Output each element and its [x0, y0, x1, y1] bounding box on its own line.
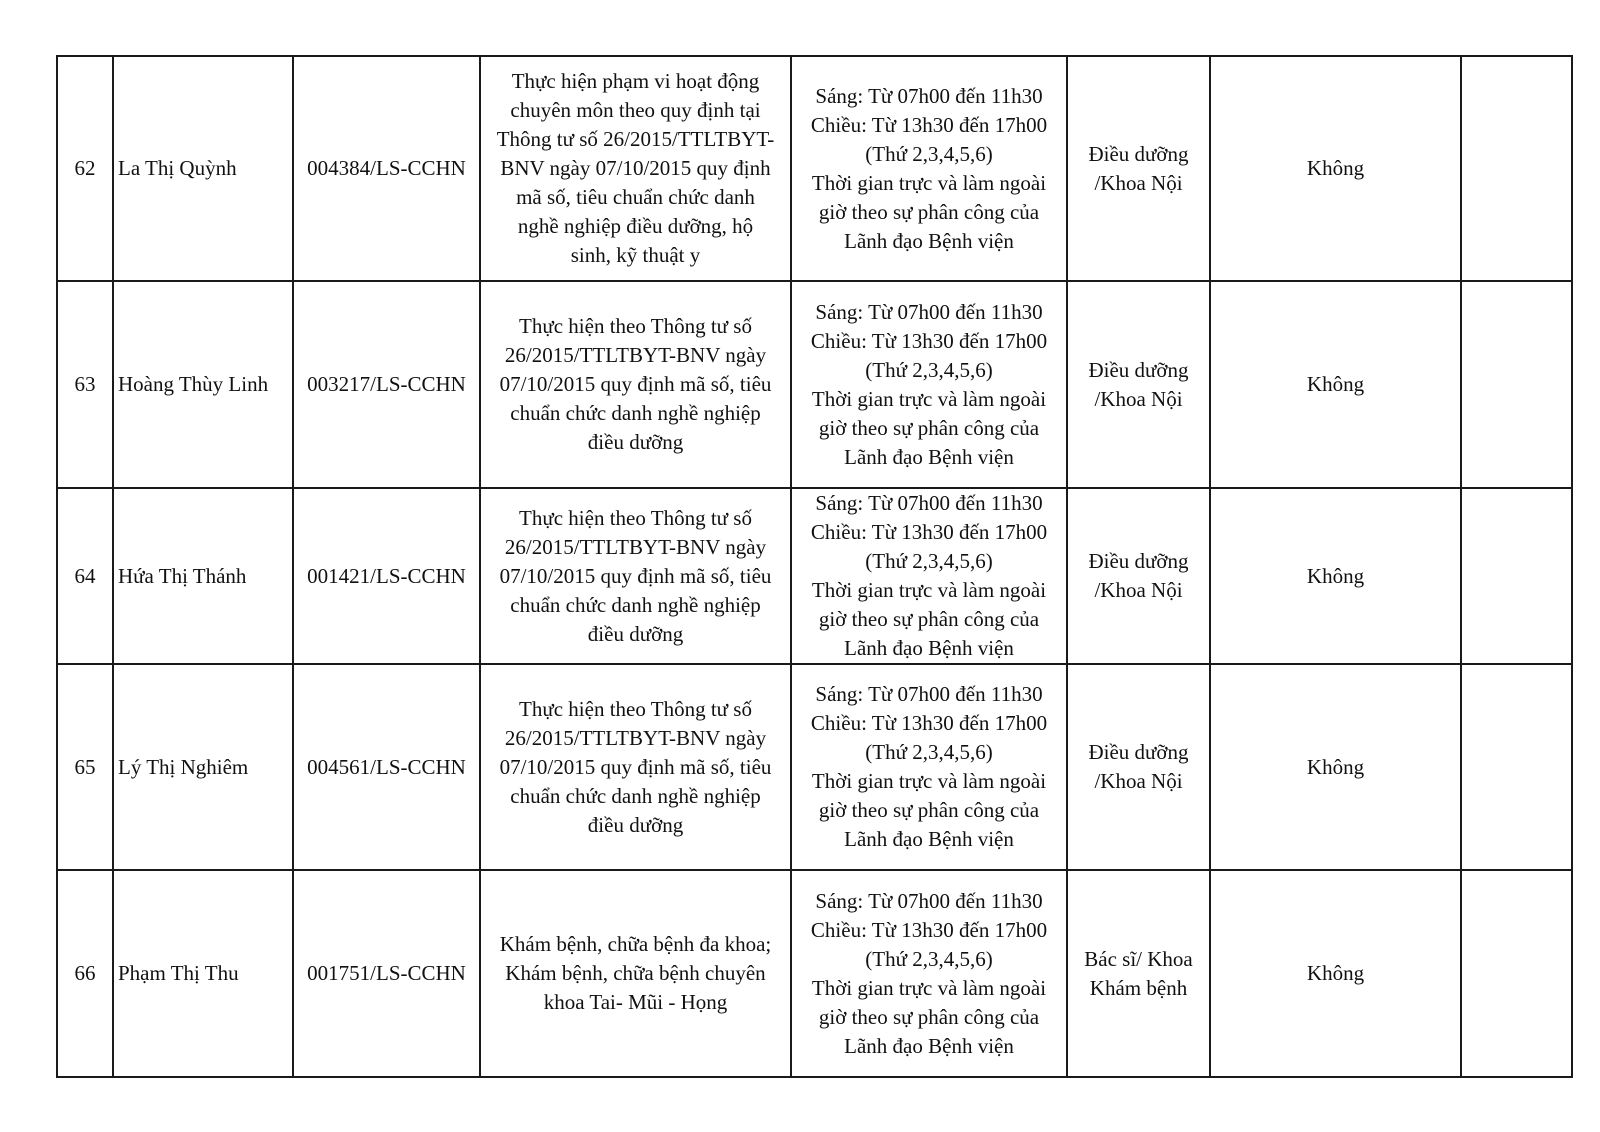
hours-line: Sáng: Từ 07h00 đến 11h30 — [815, 83, 1043, 108]
scope-line: 07/10/2015 quy định mã số, tiêu — [499, 372, 772, 396]
note-cell — [1461, 664, 1572, 870]
hours-line: giờ theo sự phân công của — [818, 1004, 1040, 1029]
certificate-cell: 003217/LS-CCHN — [293, 281, 480, 488]
note-cell — [1461, 870, 1572, 1077]
scope-line: điều dưỡng — [587, 621, 684, 646]
note-cell — [1461, 281, 1572, 488]
hours-line: Chiều: Từ 13h30 đến 17h00 — [810, 328, 1048, 353]
certificate-cell: 001421/LS-CCHN — [293, 488, 480, 664]
scope-line: 26/2015/TTLTBYT-BNV ngày — [504, 343, 767, 367]
scope-line: Thực hiện theo Thông tư số — [519, 314, 752, 338]
scope-line: 26/2015/TTLTBYT-BNV ngày — [504, 534, 767, 559]
hours-line: Thời gian trực và làm ngoài — [811, 975, 1047, 1000]
extra-cell: Không — [1210, 870, 1461, 1077]
hours-line: Chiều: Từ 13h30 đến 17h00 — [810, 112, 1048, 137]
hours-line: (Thứ 2,3,4,5,6) — [865, 141, 993, 166]
name-cell: La Thị Quỳnh — [113, 56, 293, 281]
scope-cell — [480, 281, 791, 488]
working-hours-cell — [791, 56, 1067, 281]
scope-line: Thực hiện phạm vi hoạt động — [511, 69, 760, 93]
name-cell: Phạm Thị Thu — [113, 870, 293, 1077]
hours-line: Sáng: Từ 07h00 đến 11h30 — [815, 491, 1043, 515]
working-hours-cell — [791, 281, 1067, 488]
position-line: /Khoa Nội — [1094, 578, 1183, 602]
hours-line: Chiều: Từ 13h30 đến 17h00 — [810, 520, 1048, 544]
stt-cell: 64 — [57, 488, 113, 664]
extra-cell: Không — [1210, 488, 1461, 664]
hours-line: Thời gian trực và làm ngoài — [811, 769, 1047, 793]
hours-line: (Thứ 2,3,4,5,6) — [865, 549, 993, 573]
scope-cell — [480, 488, 791, 664]
scope-cell — [480, 56, 791, 281]
hours-line: Sáng: Từ 07h00 đến 11h30 — [815, 888, 1043, 913]
scope-line: Thông tư số 26/2015/TTLTBYT- — [496, 127, 775, 151]
scope-line: 07/10/2015 quy định mã số, tiêu — [499, 563, 772, 588]
scope-line: Thực hiện theo Thông tư số — [519, 696, 752, 721]
hours-line: (Thứ 2,3,4,5,6) — [865, 946, 993, 971]
name-cell: Lý Thị Nghiêm — [113, 664, 293, 870]
position-cell — [1067, 870, 1210, 1077]
position-cell — [1067, 281, 1210, 488]
stt-cell: 62 — [57, 56, 113, 281]
scope-line: 26/2015/TTLTBYT-BNV ngày — [504, 725, 767, 750]
scope-line: chuẩn chức danh nghề nghiệp — [510, 592, 761, 617]
position-line: Khám bệnh — [1089, 975, 1188, 1000]
hours-line: Lãnh đạo Bệnh viện — [844, 827, 1014, 851]
scope-line: nghề nghiệp điều dưỡng, hộ — [517, 214, 754, 238]
table-row — [57, 664, 1572, 870]
scope-cell — [480, 870, 791, 1077]
scope-line: 07/10/2015 quy định mã số, tiêu — [499, 754, 772, 779]
extra-cell: Không — [1210, 281, 1461, 488]
table-row — [57, 281, 1572, 488]
hours-line: Lãnh đạo Bệnh viện — [844, 228, 1014, 253]
hours-line: giờ theo sự phân công của — [818, 199, 1040, 224]
table-row — [57, 56, 1572, 281]
position-line: Điều dưỡng — [1088, 141, 1189, 166]
scope-line: BNV ngày 07/10/2015 quy định — [500, 156, 771, 180]
hours-line: (Thứ 2,3,4,5,6) — [865, 357, 993, 382]
scope-line: chuẩn chức danh nghề nghiệp — [510, 783, 761, 808]
working-hours-cell — [791, 488, 1067, 664]
position-line: /Khoa Nội — [1094, 386, 1183, 411]
position-line: /Khoa Nội — [1094, 769, 1183, 793]
hours-line: giờ theo sự phân công của — [818, 607, 1040, 631]
scope-line: Khám bệnh, chữa bệnh chuyên — [505, 961, 766, 985]
hours-line: Thời gian trực và làm ngoài — [811, 386, 1047, 411]
hours-line: Chiều: Từ 13h30 đến 17h00 — [810, 917, 1048, 942]
extra-cell: Không — [1210, 664, 1461, 870]
certificate-cell: 004561/LS-CCHN — [293, 664, 480, 870]
position-line: /Khoa Nội — [1094, 170, 1183, 195]
hours-line: Chiều: Từ 13h30 đến 17h00 — [810, 711, 1048, 735]
name-cell: Hoàng Thùy Linh — [113, 281, 293, 488]
hours-line: Sáng: Từ 07h00 đến 11h30 — [815, 682, 1043, 706]
scope-cell — [480, 664, 791, 870]
hours-line: Sáng: Từ 07h00 đến 11h30 — [815, 299, 1043, 324]
hours-line: Thời gian trực và làm ngoài — [811, 578, 1047, 602]
certificate-cell: 001751/LS-CCHN — [293, 870, 480, 1077]
hours-line: (Thứ 2,3,4,5,6) — [865, 740, 993, 764]
stt-cell: 65 — [57, 664, 113, 870]
working-hours-cell — [791, 870, 1067, 1077]
position-line: Bác sĩ/ Khoa — [1084, 946, 1193, 971]
scope-line: mã số, tiêu chuẩn chức danh — [516, 185, 755, 209]
hours-line: Lãnh đạo Bệnh viện — [844, 444, 1014, 469]
hours-line: Lãnh đạo Bệnh viện — [844, 636, 1014, 660]
scope-line: điều dưỡng — [587, 430, 684, 454]
scope-line: Khám bệnh, chữa bệnh đa khoa; — [499, 932, 772, 956]
hours-line: giờ theo sự phân công của — [818, 798, 1040, 822]
hours-line: Thời gian trực và làm ngoài — [811, 170, 1047, 195]
table-row — [57, 870, 1572, 1077]
position-cell — [1067, 664, 1210, 870]
scope-line: Thực hiện theo Thông tư số — [519, 505, 752, 530]
scope-line: chuyên môn theo quy định tại — [510, 98, 761, 122]
position-cell — [1067, 56, 1210, 281]
position-line: Điều dưỡng — [1088, 357, 1189, 382]
scope-line: khoa Tai- Mũi - Họng — [543, 990, 728, 1014]
certificate-cell: 004384/LS-CCHN — [293, 56, 480, 281]
note-cell — [1461, 56, 1572, 281]
staff-table — [56, 55, 1573, 1078]
stt-cell: 66 — [57, 870, 113, 1077]
note-cell — [1461, 488, 1572, 664]
working-hours-cell — [791, 664, 1067, 870]
table-row — [57, 488, 1572, 664]
hours-line: Lãnh đạo Bệnh viện — [844, 1033, 1014, 1058]
scope-line: chuẩn chức danh nghề nghiệp — [510, 401, 761, 425]
stt-cell: 63 — [57, 281, 113, 488]
position-cell — [1067, 488, 1210, 664]
hours-line: giờ theo sự phân công của — [818, 415, 1040, 440]
scope-line: điều dưỡng — [587, 812, 684, 837]
position-line: Điều dưỡng — [1088, 549, 1189, 573]
extra-cell: Không — [1210, 56, 1461, 281]
scope-line: sinh, kỹ thuật y — [570, 243, 701, 267]
name-cell: Hứa Thị Thánh — [113, 488, 293, 664]
position-line: Điều dưỡng — [1088, 740, 1189, 764]
